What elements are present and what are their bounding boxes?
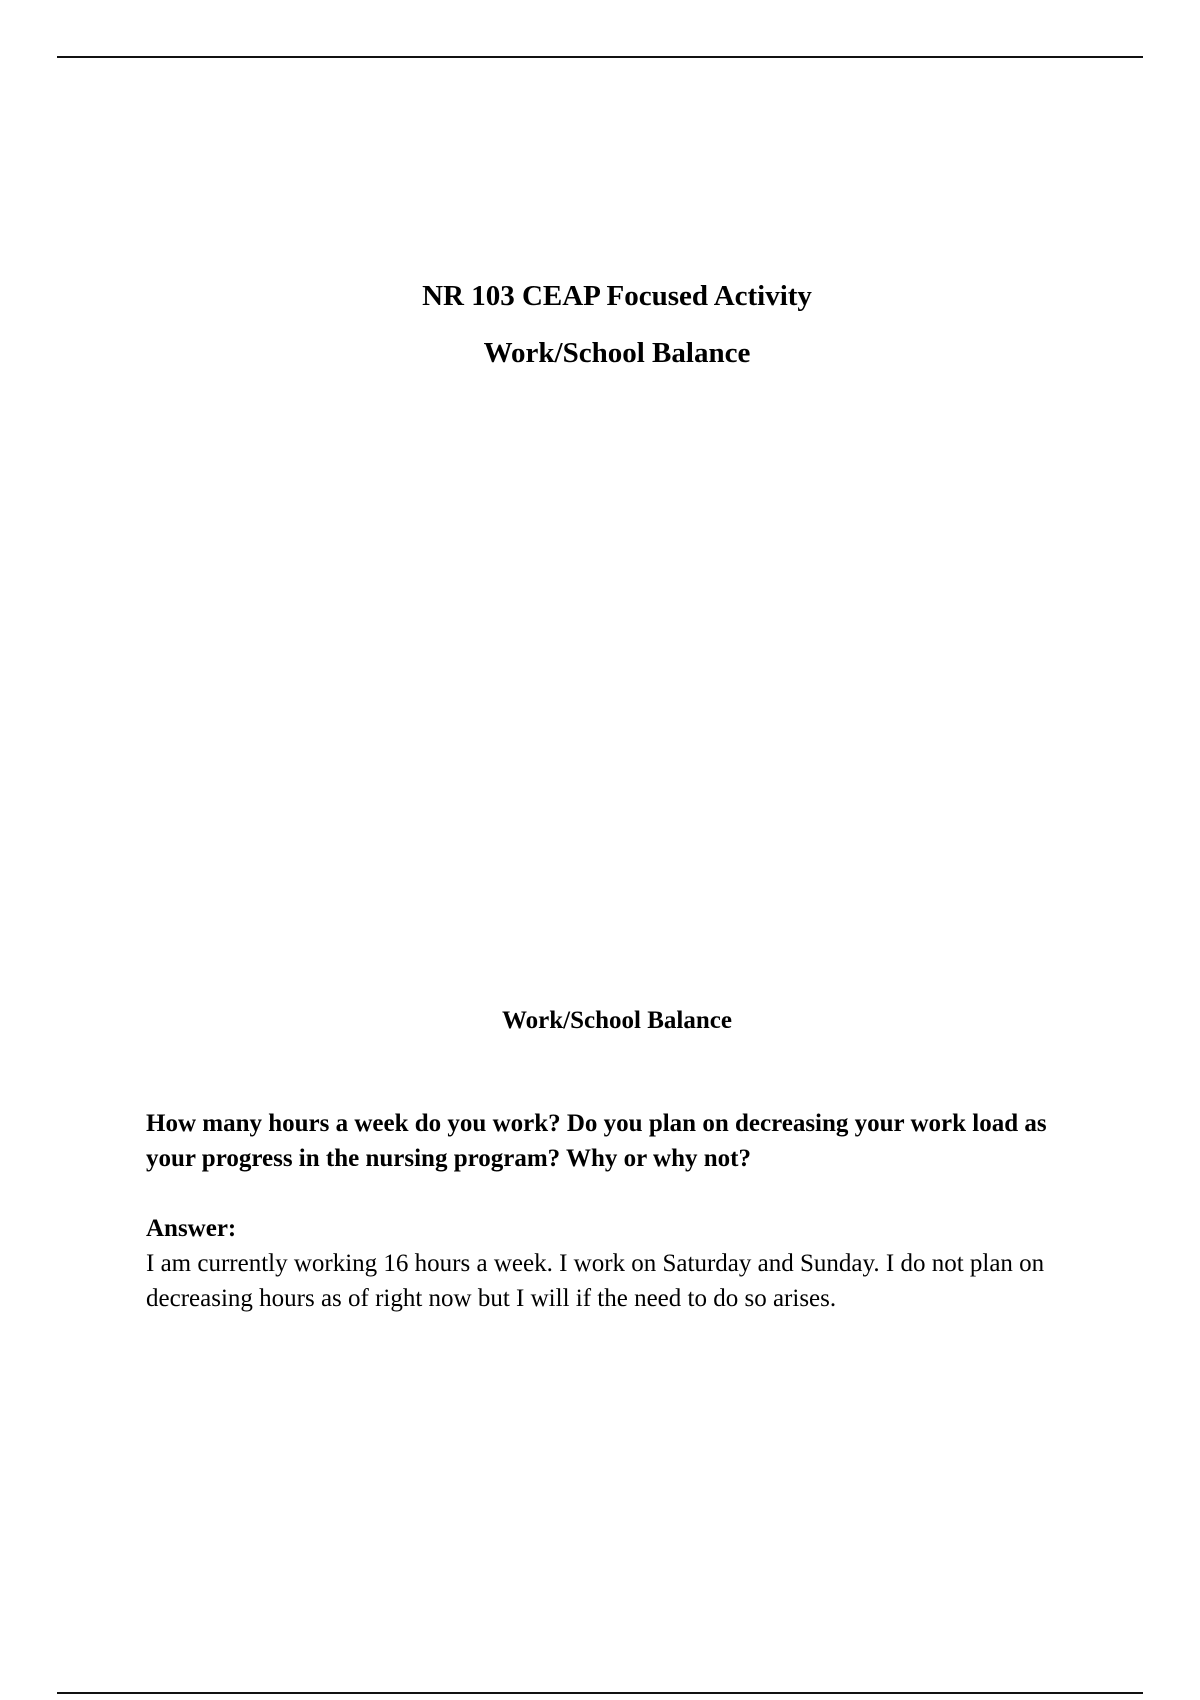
answer-label: Answer: <box>146 1215 237 1242</box>
question-text: How many hours a week do you work? Do you plan on decreasing your work load as your progress in the nursing program? Why or why not? <box>146 1110 1047 1172</box>
document-title: NR 103 CEAP Focused Activity <box>422 280 812 312</box>
section-heading: Work/School Balance <box>502 1007 732 1034</box>
top-rule <box>57 56 1143 58</box>
answer-text: I am currently working 16 hours a week. I work on Saturday and Sunday. I do not plan on decreasing hours as of right now but I will if the need to do so arises. <box>146 1250 1045 1312</box>
question-answer-block <box>146 1106 1086 1316</box>
bottom-rule <box>57 1692 1143 1694</box>
document-subtitle: Work/School Balance <box>483 337 751 369</box>
